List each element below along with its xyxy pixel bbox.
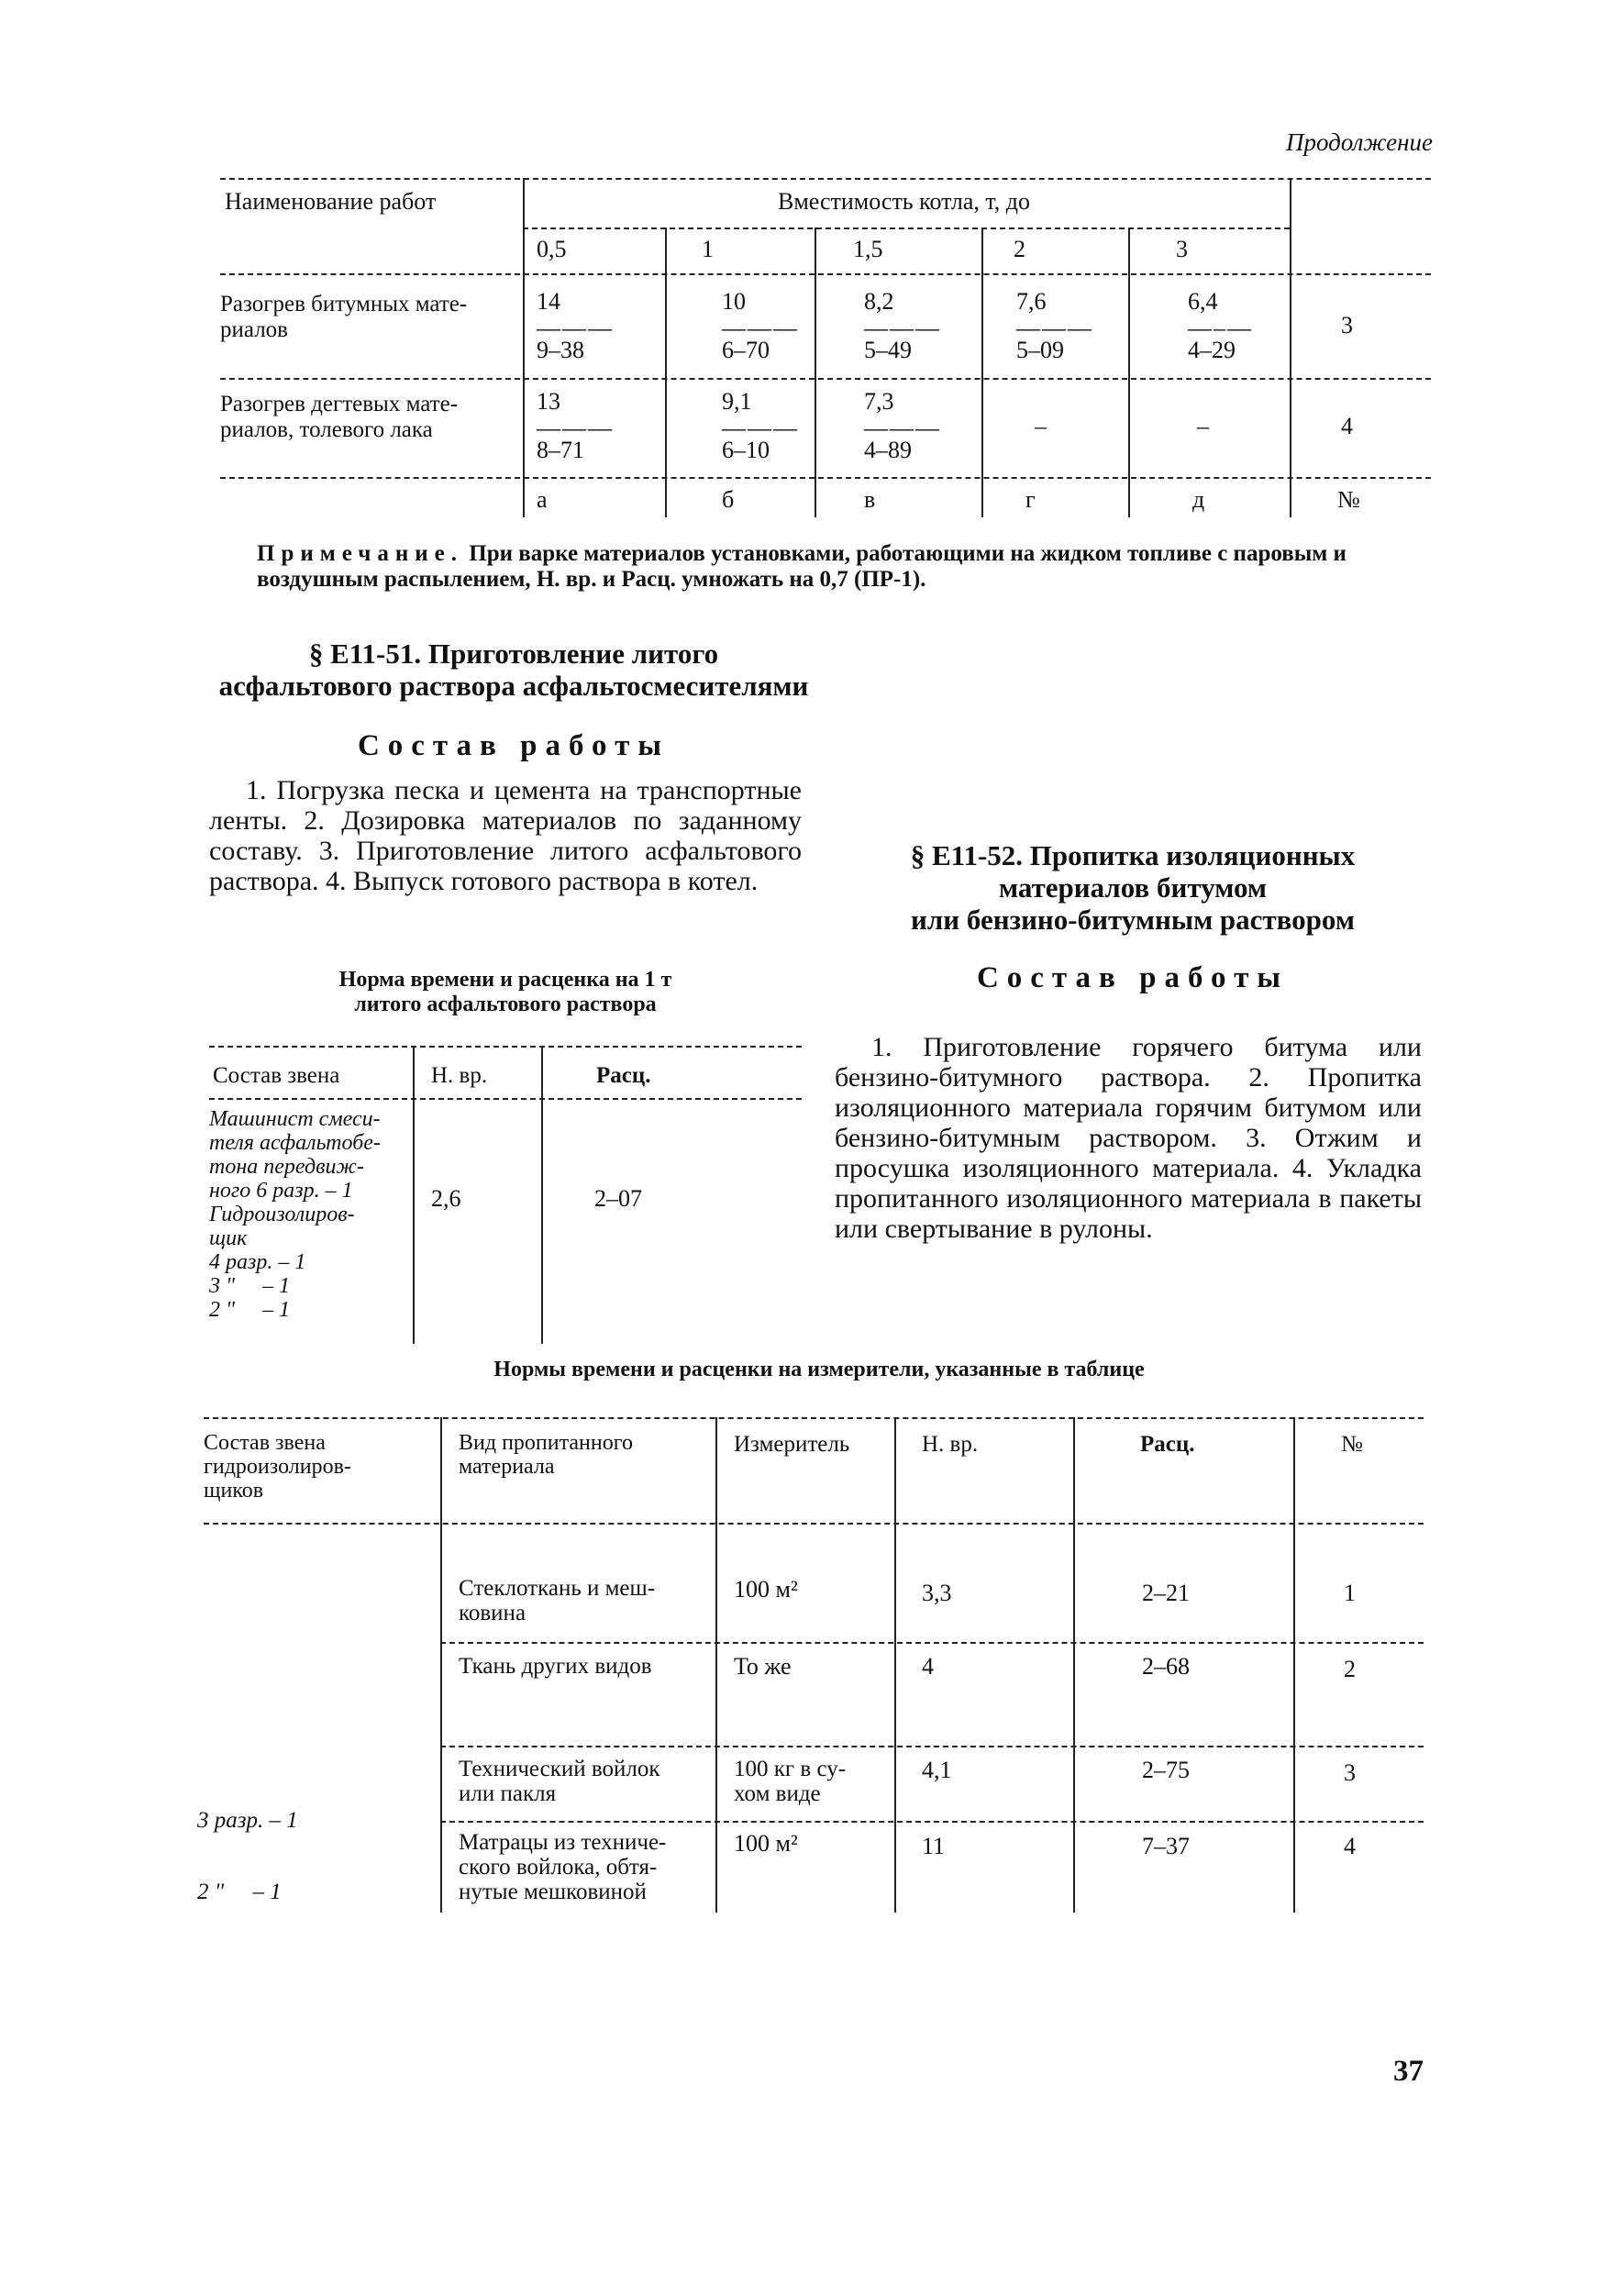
row2-name-line2: риалов, толевого лака bbox=[220, 417, 433, 442]
capacity-0-5: 0,5 bbox=[537, 236, 567, 262]
t3-row2-unit: То же bbox=[734, 1653, 792, 1680]
t3-row3-nvr: 4,1 bbox=[922, 1757, 952, 1783]
t2-nvr-value: 2,6 bbox=[431, 1185, 461, 1212]
t3-row4-material-line3: нутые мешковиной bbox=[459, 1880, 647, 1904]
t3-header-material-line2: материала bbox=[459, 1455, 555, 1479]
note-text: При варке материалов установками, работающими на жидком топливе с паровым и воздушным распылением, Н. вр. и Расц. умножать на 0,7 (ПР-1). bbox=[257, 541, 1347, 592]
row1-name-line1: Разогрев битумных мате- bbox=[220, 292, 468, 316]
note-label: Примечание. bbox=[257, 541, 464, 566]
t3-row1-nvr: 3,3 bbox=[922, 1580, 952, 1606]
t3-row4-nvr: 11 bbox=[922, 1833, 946, 1859]
header-work-name: Наименование работ bbox=[225, 188, 437, 215]
row1-c1-norm: 14 bbox=[537, 288, 560, 315]
t3-row4-material bbox=[459, 1830, 666, 1904]
continuation-label: Продолжение bbox=[1285, 128, 1433, 156]
col-letter-v: в bbox=[864, 486, 876, 513]
row2-c4-empty: – bbox=[1035, 413, 1047, 439]
sec52-title bbox=[830, 839, 1435, 936]
t3-header-num: № bbox=[1341, 1432, 1363, 1457]
t2-crew-line: щик bbox=[209, 1226, 248, 1250]
sec52-work-title: Состав работы bbox=[976, 961, 1290, 994]
t2-crew-composition bbox=[209, 1107, 381, 1322]
t3-crew-composition bbox=[197, 1761, 298, 1952]
sec51-work-title: Состав работы bbox=[357, 729, 671, 762]
table-note bbox=[257, 541, 1449, 593]
sec51-title-line1: § Е11-51. Приготовление литого bbox=[308, 638, 719, 670]
row2-c3-norm: 7,3 bbox=[864, 388, 894, 415]
t3-row3-unit-line1: 100 кг в су- bbox=[734, 1757, 847, 1781]
sec51-title bbox=[202, 638, 826, 702]
t3-row2-material: Ткань других видов bbox=[459, 1654, 652, 1679]
row1-c2-bar: ——— bbox=[722, 315, 799, 341]
row1-c5-norm: 6,4 bbox=[1188, 288, 1218, 315]
t3-header-material bbox=[459, 1431, 633, 1479]
sec51-work-text: 1. Погрузка песка и цемента на транспортные ленты. 2. Дозировка материалов по заданному составу. 3. Приготовление литого асфальтового раствора. 4. Выпуск готового раствора в котел. bbox=[209, 775, 802, 896]
capacity-1: 1 bbox=[702, 236, 714, 262]
t3-row3-material-line2: или пакля bbox=[459, 1781, 557, 1806]
t2-crew-line: теля асфальтобе- bbox=[209, 1131, 381, 1155]
row2-c1-norm: 13 bbox=[537, 388, 560, 415]
t3-row2-nvr: 4 bbox=[922, 1653, 934, 1680]
row1-c4-rate: 5–09 bbox=[1016, 337, 1064, 363]
sec51-title-line2: асфальтового раствора асфальтосмесителями bbox=[218, 670, 809, 702]
col-letter-d: д bbox=[1192, 486, 1205, 513]
row1-c5-bar: —–— bbox=[1188, 315, 1253, 341]
t2-crew-line: Гидроизолиров- bbox=[209, 1203, 355, 1226]
t2-header-nvr: Н. вр. bbox=[431, 1063, 488, 1088]
t3-caption: Нормы времени и расценки на измерители, указанные в таблице bbox=[493, 1358, 1145, 1381]
col-letter-a: а bbox=[537, 486, 548, 513]
row1-c2-rate: 6–70 bbox=[722, 337, 770, 363]
t3-crew-line1: 3 разр. – 1 bbox=[197, 1808, 298, 1833]
row2-name-line1: Разогрев дегтевых мате- bbox=[220, 392, 459, 416]
t3-row3-unit-line2: хом виде bbox=[734, 1781, 821, 1806]
row2-c2-bar: ——— bbox=[722, 415, 799, 441]
row2-c5-empty: – bbox=[1197, 413, 1209, 439]
row2-c1-rate: 8–71 bbox=[537, 437, 584, 463]
t3-row1-material-line1: Стеклоткань и меш- bbox=[459, 1576, 656, 1601]
t3-row2-num: 2 bbox=[1344, 1656, 1356, 1682]
t2-crew-line: Машинист смеси- bbox=[209, 1107, 381, 1131]
t2-crew-line: 2 " – 1 bbox=[209, 1298, 291, 1322]
t3-header-rate: Расц. bbox=[1140, 1432, 1195, 1457]
header-capacity: Вместимость котла, т, до bbox=[778, 188, 1030, 215]
t3-row3-material-line1: Технический войлок bbox=[459, 1757, 660, 1781]
t3-header-material-line1: Вид пропитанного bbox=[459, 1431, 633, 1455]
row1-c2-norm: 10 bbox=[722, 288, 746, 315]
t3-header-crew-line3: щиков bbox=[204, 1479, 264, 1503]
col-letter-g: г bbox=[1025, 486, 1036, 513]
row1-c5-rate: 4–29 bbox=[1188, 337, 1236, 363]
sec51-norm-caption bbox=[209, 968, 802, 1017]
row2-c2-rate: 6–10 bbox=[722, 437, 770, 463]
sec52-title-line2: материалов битумом bbox=[998, 871, 1268, 904]
row2-c2-norm: 9,1 bbox=[722, 388, 752, 415]
row1-c4-bar: ——— bbox=[1016, 315, 1093, 341]
row2-c3-bar: ——— bbox=[864, 415, 941, 441]
capacity-1-5: 1,5 bbox=[853, 236, 883, 262]
t3-row1-num: 1 bbox=[1344, 1580, 1356, 1606]
t3-row4-material-line2: ского войлока, обтя- bbox=[459, 1855, 658, 1880]
capacity-2: 2 bbox=[1014, 236, 1025, 262]
t3-header-unit: Измеритель bbox=[734, 1432, 850, 1457]
sec52-title-line1: § Е11-52. Пропитка изоляционных bbox=[910, 839, 1356, 871]
col-letter-b: б bbox=[722, 486, 735, 513]
t2-rate-value: 2–07 bbox=[594, 1185, 642, 1212]
t3-row3-material bbox=[459, 1757, 660, 1806]
t3-header-crew bbox=[204, 1431, 351, 1503]
t2-header-rate: Расц. bbox=[596, 1063, 651, 1088]
t3-row1-unit: 100 м² bbox=[734, 1576, 798, 1603]
row1-c3-rate: 5–49 bbox=[864, 337, 912, 363]
row1-c1-bar: ——— bbox=[537, 315, 614, 341]
capacity-3: 3 bbox=[1176, 236, 1188, 262]
row1-name-line2: риалов bbox=[220, 317, 288, 342]
t3-row1-material bbox=[459, 1576, 655, 1625]
t3-row3-num: 3 bbox=[1344, 1759, 1356, 1786]
t3-row3-unit bbox=[734, 1757, 846, 1806]
t3-header-crew-line1: Состав звена bbox=[204, 1431, 326, 1455]
col-number-header: № bbox=[1337, 486, 1360, 513]
sec51-norm-caption-line2: литого асфальтового раствора bbox=[354, 993, 657, 1016]
t3-row2-rate: 2–68 bbox=[1142, 1653, 1190, 1680]
row2-c3-rate: 4–89 bbox=[864, 437, 912, 463]
t3-header-crew-line2: гидроизолиров- bbox=[204, 1455, 351, 1479]
row2-c1-bar: ——— bbox=[537, 415, 614, 441]
row1-c4-norm: 7,6 bbox=[1016, 288, 1047, 315]
t3-crew-line2: 2 " – 1 bbox=[197, 1880, 282, 1904]
t3-row4-material-line1: Матрацы из техниче- bbox=[459, 1830, 667, 1855]
t2-crew-line: ного 6 разр. – 1 bbox=[209, 1179, 353, 1203]
t2-crew-line: 3 " – 1 bbox=[209, 1274, 291, 1298]
t2-header-crew: Состав звена bbox=[213, 1063, 340, 1088]
row2-number: 4 bbox=[1341, 413, 1353, 439]
t3-row3-rate: 2–75 bbox=[1142, 1757, 1190, 1783]
sec51-norm-caption-line1: Норма времени и расценка на 1 т bbox=[338, 968, 672, 992]
page-number: 37 bbox=[1393, 2055, 1424, 2088]
t3-row4-num: 4 bbox=[1344, 1833, 1356, 1859]
t3-row1-rate: 2–21 bbox=[1142, 1580, 1190, 1606]
t3-row1-material-line2: ковина bbox=[459, 1601, 526, 1625]
t3-header-nvr: Н. вр. bbox=[922, 1432, 979, 1457]
t3-row4-unit: 100 м² bbox=[734, 1830, 798, 1857]
row1-c3-norm: 8,2 bbox=[864, 288, 894, 315]
row1-c3-bar: ——— bbox=[864, 315, 941, 341]
t2-crew-line: 4 разр. – 1 bbox=[209, 1250, 306, 1274]
t2-crew-line: тона передвиж- bbox=[209, 1155, 364, 1179]
sec52-work-text: 1. Приготовление горячего битума или бензино-битумного раствора. 2. Пропитка изоляционного материала горячим битумом или бензино-битумным раствором. 3. Отжим и просушка изоляционного материала. 4. Укладка пропитанного изоляционного материала в пакеты или свертывание в рулоны. bbox=[835, 1032, 1422, 1244]
sec52-title-line3: или бензино-битумным раствором bbox=[911, 904, 1355, 936]
t3-row4-rate: 7–37 bbox=[1142, 1833, 1190, 1859]
row1-number: 3 bbox=[1341, 312, 1353, 338]
row1-c1-rate: 9–38 bbox=[537, 337, 584, 363]
